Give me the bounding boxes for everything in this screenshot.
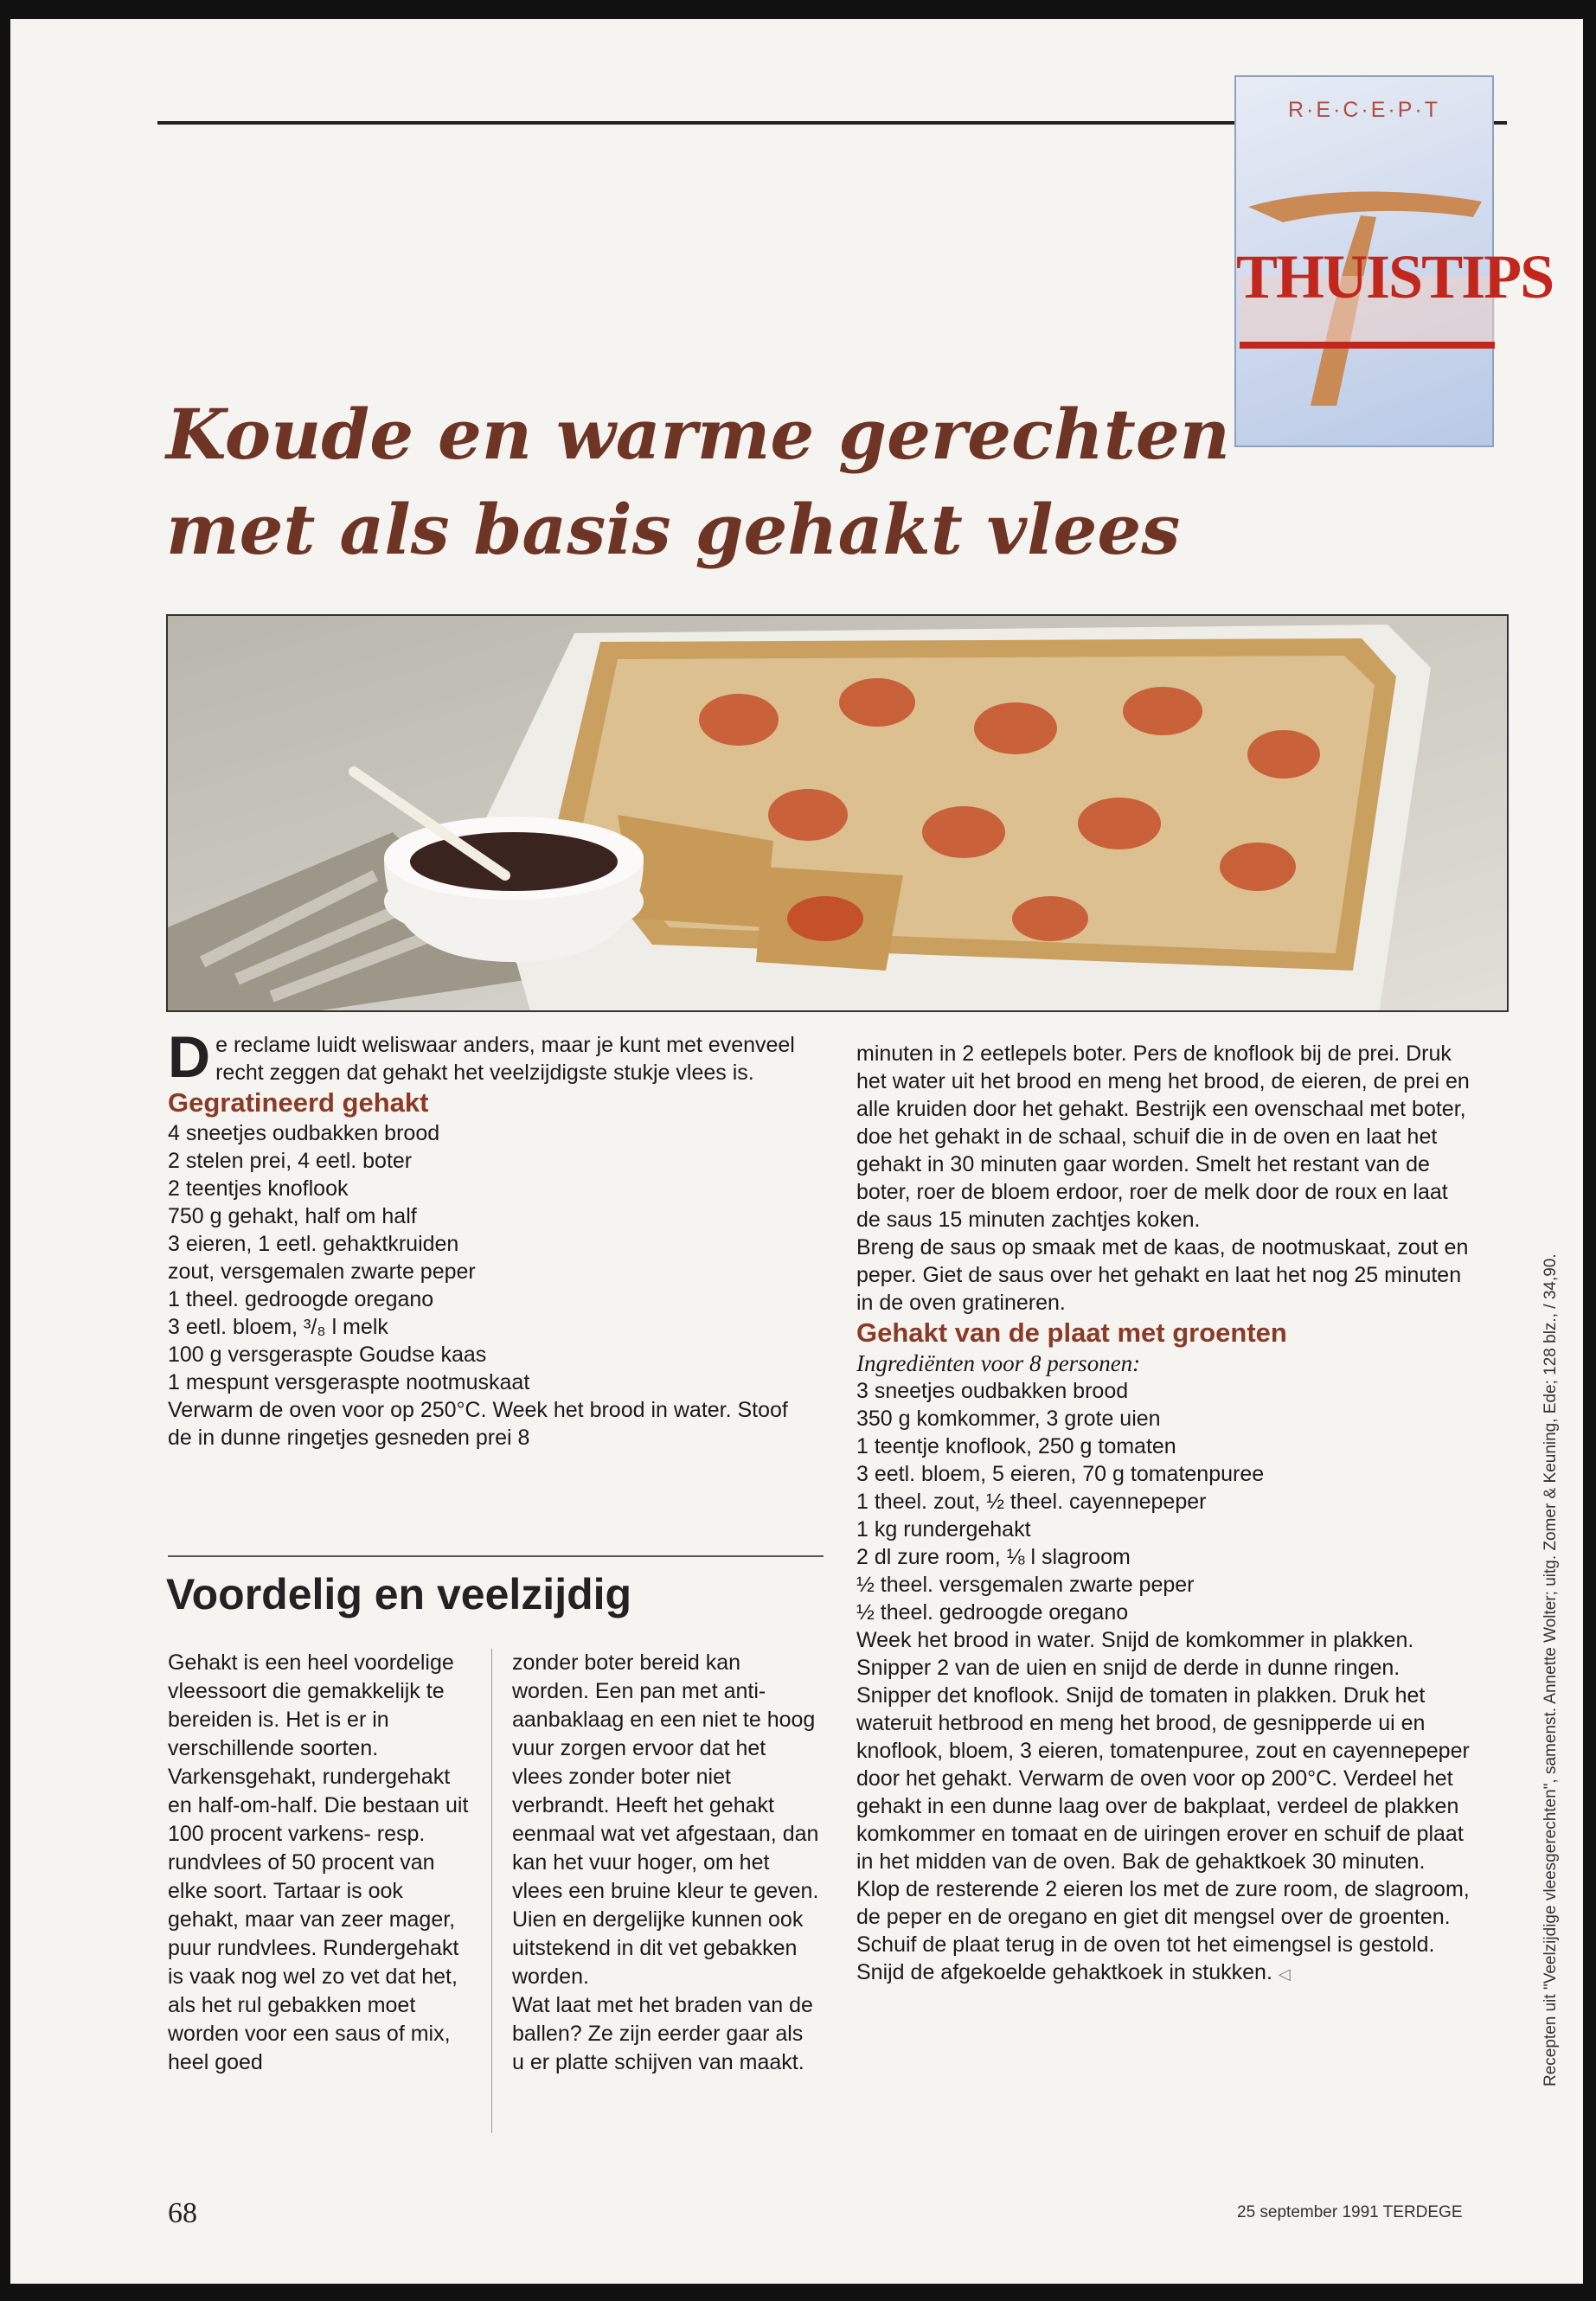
box-col2-paragraph-1: zonder boter bereid kan worden. Een pan met anti-aanbaklaag en een niet te hoog vuur zorgen ervoor dat het vlees zonder boter niet verbrandt. Heeft het gehakt eenmaal wat vet afgestaan, dan kan het vuur hoger, om het vlees een bruine kleur te geven. Uien en dergelijke kunnen ook uitstekend in dit vet gebakken worden. [512,1650,819,1989]
ingredient-item: 100 g versgeraspte Goudse kaas [168,1343,487,1367]
thuistips-badge [1234,75,1554,447]
ingredient-item: 1 teentje knoflook, 250 g tomaten [856,1434,1176,1458]
recipe2-method-text: Week het brood in water. Snijd de komkommer in plakken. Snipper 2 van de uien en snijd de derde in dunne ringen. Snipper det knoflook. Snijd de tomaten in plakken. Druk het wateruit hetbrood en meng het brood, de gesnipperde ui en knoflook, bloem, 3 eieren, tomatenpuree, zout en cayennepeper door het gehakt. Verwarm de oven voor op 200°C. Verdeel het gehakt in een dunne laag over de bakplaat, verdeel de plakken komkommer en tomaat en de uiringen erover en schuif de plaat in het midden van de oven. Bak de gehaktkoek 30 minuten. Klop de resterende 2 eieren los met de zure room, de slagroom, de peper en de oregano en giet dit mengsel over de groenten. Schuif de plaat terug in de oven tot het eimengsel is gestold. Snijd de afgekoelde gehaktkoek in stukken. [856,1628,1470,1984]
side-credit: Recepten uit "Veelzijdige vleesgerechten", samenst. Annette Wolter; uitg. Zomer & Keuning, Ede; 128 blz., / 34,90. [1542,1253,1560,2086]
box-title: Voordelig en veelzijdig [166,1570,632,1618]
ingredient-item: ½ theel. gedroogde oregano [856,1600,1129,1625]
recipe2-title: Gehakt van de plaat met groenten [856,1317,1287,1348]
food-photo [166,614,1509,1012]
recipe1-method-cont: minuten in 2 eetlepels boter. Pers de knoflook bij de prei. Druk het water uit het brood en meng het brood, de eieren, de prei en alle kruiden door het gehakt. Bestrijk een ovenschaal met boter, doe het gehakt in de schaal, schuif die in de oven en laat het gehakt in 30 minuten gaar worden. Smelt het restant van de boter, roer de bloem erdoor, roer de melk door de roux en laat de saus 15 minuten zachtjes koken. [856,1042,1470,1232]
drop-cap: D [168,1024,211,1090]
ingredient-item: 1 theel. gedroogde oregano [168,1287,434,1311]
ingredient-item: 750 g gehakt, half om half [168,1204,417,1228]
recipe2-method [856,1626,1474,1988]
box-column-1: Gehakt is een heel voordelige vleessoort die gemakkelijk te bereiden is. Het is er in verschillende soorten. Varkensgehakt, rundergehakt en half-om-half. Die bestaan uit 100 procent varkens- resp. rundvlees of 50 procent van elke soort. Tartaar is ook gehakt, maar van zeer mager, puur rundvlees. Rundergehakt is vaak nog wel zo vet dat het, als het rul gebakken moet worden voor een saus of mix, heel goed [168,1650,469,2074]
intro-text: e reclame luidt weliswaar anders, maar je kunt met evenveel recht zeggen dat gehakt het veelzijdigste stukje vlees is. [215,1033,795,1085]
issue-line: 25 september 1991 TERDEGE [1237,2203,1463,2221]
ingredient-item: 1 mespunt versgeraspte nootmuskaat [168,1370,530,1394]
ingredient-item: zout, versgemalen zwarte peper [168,1259,476,1284]
ingredient-item: 2 teentjes knoflook [168,1176,349,1201]
ingredient-item: 1 kg rundergehakt [856,1517,1031,1541]
ingredient-item: 3 eetl. bloem, ³/₈ l melk [168,1315,388,1339]
ingredient-item: 3 sneetjes oudbakken brood [856,1379,1129,1403]
ingredient-item: 4 sneetjes oudbakken brood [168,1121,440,1145]
magazine-page [10,19,1583,2284]
section-rule [168,1555,824,1557]
page-number: 68 [168,2197,197,2229]
recipe1-ingredients [168,1119,808,1396]
badge-logo-text: THUISTIPS [1236,242,1554,311]
recipe1-method-end: Breng de saus op smaak met de kaas, de nootmuskaat, zout en peper. Giet de saus over het gehakt en laat het nog 25 minuten in de oven gratineren. [856,1235,1469,1315]
ingredient-item: 2 stelen prei, 4 eetl. boter [168,1149,413,1173]
end-mark-icon: ◁ [1278,1965,1291,1983]
intro-paragraph [168,1024,808,1090]
photo-illustration [168,616,1509,1012]
column-right [856,1040,1474,1988]
ingredient-item: ½ theel. versgemalen zwarte peper [856,1573,1195,1597]
ingredient-item: 3 eieren, 1 eetl. gehaktkruiden [168,1232,459,1256]
badge-label: R·E·C·E·P·T [1287,98,1441,122]
ingredient-item: 3 eetl. bloem, 5 eieren, 70 g tomatenpuree [856,1462,1265,1486]
recipe1-title: Gegratineerd gehakt [168,1087,429,1118]
box-col2-paragraph-2: Wat laat met het braden van de ballen? Ze zijn eerder gaar als u er platte schijven van maakt. [512,1993,813,2074]
box-column-divider [491,1649,492,2133]
page-title [166,387,1230,577]
box-column-2 [512,1649,820,2077]
ingredient-item: 350 g komkommer, 3 grote uien [856,1407,1161,1431]
ingredient-item: 2 dl zure room, ⅛ l slagroom [856,1545,1131,1569]
ingredient-item: 1 theel. zout, ½ theel. cayennepeper [856,1490,1207,1514]
title-line-2: met als basis gehakt vlees [166,489,1181,570]
recipe1-method-start: Verwarm de oven voor op 250°C. Week het brood in water. Stoof de in dunne ringetjes gesneden prei 8 [168,1398,788,1450]
recipe2-ingredients [856,1377,1474,1626]
title-line-1: Koude en warme gerechten [166,394,1230,475]
recipe2-subtitle: Ingrediënten voor 8 personen: [856,1350,1141,1376]
column-left [168,1024,808,1452]
